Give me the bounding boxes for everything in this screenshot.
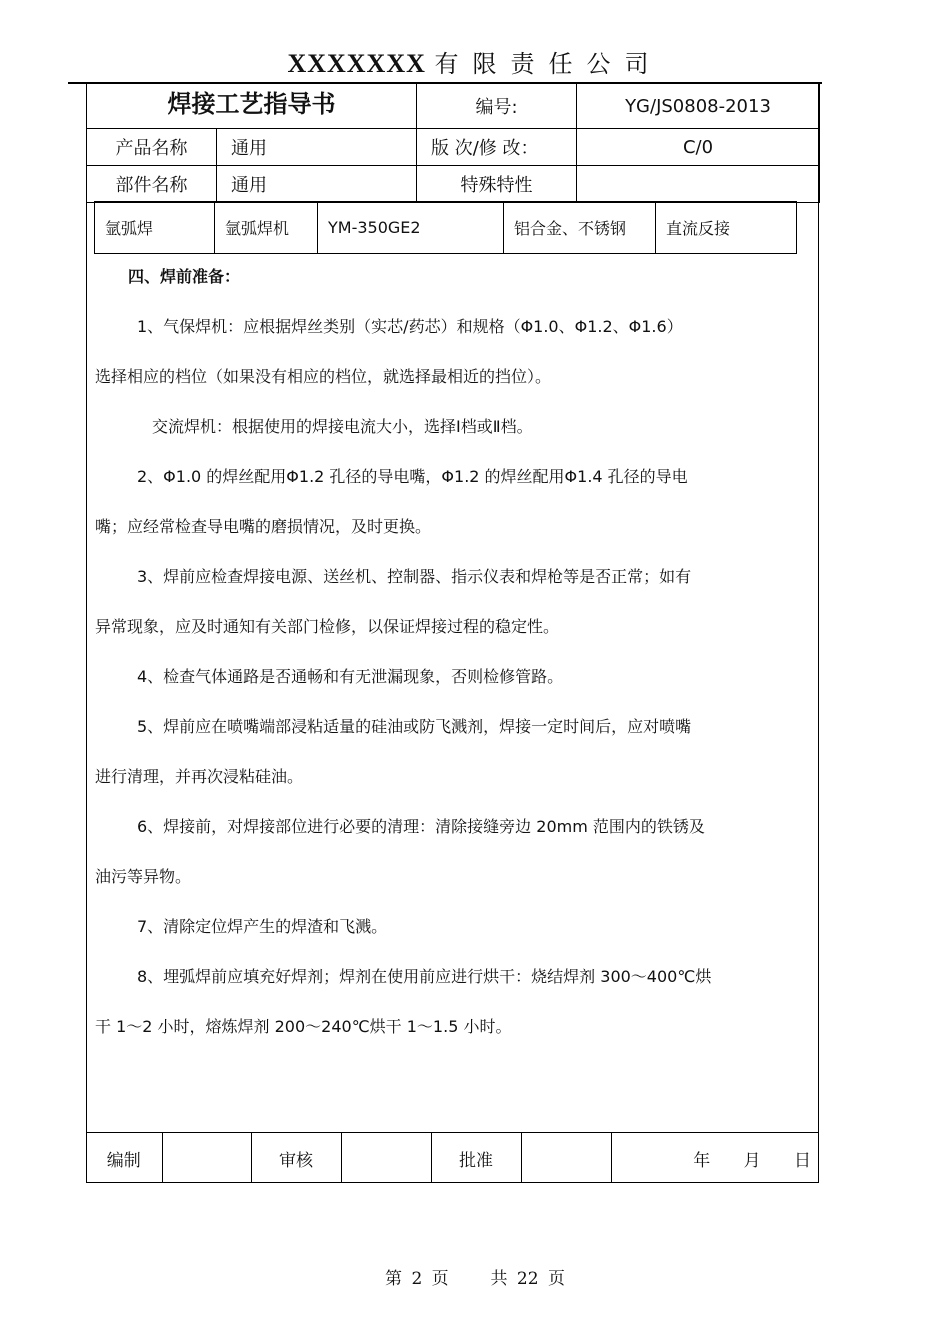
machine-model: YM-350GE2 xyxy=(318,202,504,254)
paragraph-line: 1、气保焊机：应根据焊丝类别（实芯/药芯）和规格（Φ1.0、Φ1.2、Φ1.6） xyxy=(137,317,683,336)
paragraph-line: 7、清除定位焊产生的焊渣和飞溅。 xyxy=(137,917,388,936)
part-name-value: 通用 xyxy=(217,166,417,203)
material: 铝合金、不锈钢 xyxy=(504,202,656,254)
reviewed-by-label: 审核 xyxy=(251,1133,341,1184)
page-prefix: 第 xyxy=(385,1269,403,1289)
code-label: 编号: xyxy=(417,84,577,129)
paragraph-line: 6、焊接前，对焊接部位进行必要的清理：清除接缝旁边 20mm 范围内的铁锈及 xyxy=(137,817,705,836)
special-characteristic-value xyxy=(577,166,820,203)
prepared-by-label: 编制 xyxy=(86,1133,162,1184)
pre-weld-preparation-section xyxy=(95,262,795,1062)
welding-machine: 氩弧焊机 xyxy=(215,202,318,254)
revision-label: 版 次/修 改： xyxy=(417,129,577,166)
paragraph-line: 干 1～2 小时，熔炼焊剂 200～240℃烘干 1～1.5 小时。 xyxy=(95,1017,512,1036)
part-name-label: 部件名称 xyxy=(87,166,217,203)
paragraph-line: 交流焊机：根据使用的焊接电流大小，选择Ⅰ档或Ⅱ档。 xyxy=(152,417,533,436)
page-total: 22 xyxy=(516,1269,539,1289)
page-number xyxy=(0,1264,950,1289)
product-name-label: 产品名称 xyxy=(87,129,217,166)
company-name-latin: XXXXXXX xyxy=(287,49,426,78)
reviewed-by-value xyxy=(341,1133,431,1184)
paragraph-line: 进行清理，并再次浸粘硅油。 xyxy=(95,767,304,786)
company-name xyxy=(0,44,950,79)
year-label: 年 xyxy=(693,1150,711,1171)
approved-by-value xyxy=(521,1133,611,1184)
page-word: 页 xyxy=(431,1269,449,1289)
company-name-cjk: 有限责任公司 xyxy=(434,50,663,78)
page-total-suffix: 页 xyxy=(547,1269,565,1289)
paragraph-line: 3、焊前应检查焊接电源、送丝机、控制器、指示仪表和焊枪等是否正常；如有 xyxy=(137,567,692,586)
paragraph-line: 油污等异物。 xyxy=(95,867,192,886)
document-title: 焊接工艺指导书 xyxy=(87,84,417,129)
paragraph-line: 嘴；应经常检查导电嘴的磨损情况，及时更换。 xyxy=(95,517,432,536)
code-value: YG/JS0808-2013 xyxy=(577,84,820,129)
header-table xyxy=(86,83,820,203)
approved-by-label: 批准 xyxy=(431,1133,521,1184)
page-total-prefix: 共 xyxy=(490,1269,508,1289)
prepared-by-value xyxy=(162,1133,251,1184)
process-table xyxy=(94,201,797,254)
product-name-value: 通用 xyxy=(217,129,417,166)
month-label: 月 xyxy=(743,1150,761,1171)
date-cell xyxy=(611,1133,819,1184)
paragraph-line: 8、埋弧焊前应填充好焊剂；焊剂在使用前应进行烘干：烧结焊剂 300～400℃烘 xyxy=(137,967,712,986)
welding-method: 氩弧焊 xyxy=(95,202,215,254)
section-heading: 四、焊前准备： xyxy=(128,267,241,286)
special-characteristic-label: 特殊特性 xyxy=(417,166,577,203)
signature-table xyxy=(86,1132,819,1183)
revision-value: C/0 xyxy=(577,129,820,166)
paragraph-line: 5、焊前应在喷嘴端部浸粘适量的硅油或防飞溅剂，焊接一定时间后，应对喷嘴 xyxy=(137,717,692,736)
paragraph-line: 选择相应的档位（如果没有相应的档位，就选择最相近的挡位）。 xyxy=(95,367,552,386)
polarity: 直流反接 xyxy=(656,202,797,254)
day-label: 日 xyxy=(794,1150,811,1171)
paragraph-line: 2、Φ1.0 的焊丝配用Φ1.2 孔径的导电嘴，Φ1.2 的焊丝配用Φ1.4 孔径的导电 xyxy=(137,467,688,486)
paragraph-line: 4、检查气体通路是否通畅和有无泄漏现象，否则检修管路。 xyxy=(137,667,564,686)
paragraph-line: 异常现象，应及时通知有关部门检修，以保证焊接过程的稳定性。 xyxy=(95,617,560,636)
page-current: 2 xyxy=(411,1269,423,1289)
